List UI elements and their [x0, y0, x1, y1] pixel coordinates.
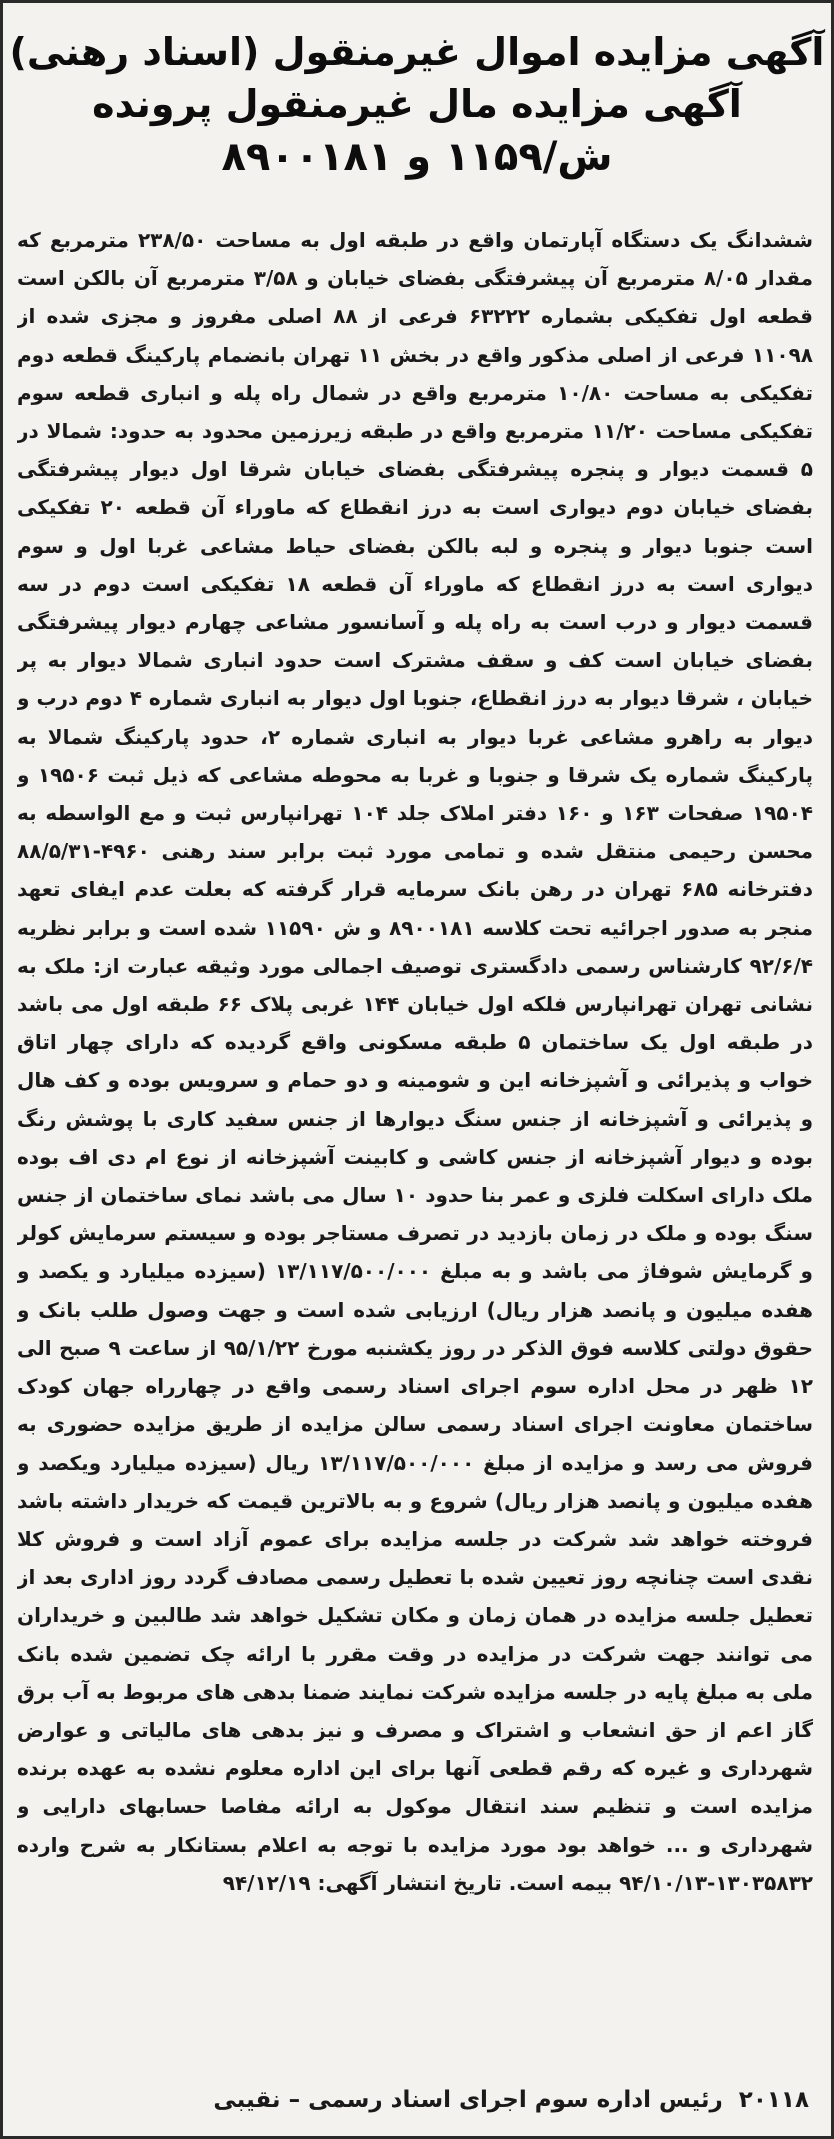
headline-line-1: آگهی مزایده اموال غیرمنقول (اسناد رهنی) — [9, 30, 825, 74]
signature-line: رئیس اداره سوم اجرای اسناد رسمی – نقیبی — [213, 2087, 723, 2113]
notice-body-text: ششدانگ یک دستگاه آپارتمان واقع در طبقه اول به مساحت ۲۳۸/۵۰ مترمربع که مقدار ۸/۰۵ مترمربع آن پیشرفتگی بفضای خیابان و ۳/۵۸ مترمربع آن بالکن است قطعه اول تفکیکی بشماره ۶۳۲۲۲ فرعی از ۸۸ اصلی مفروز و مجزی شده از ۱۱۰۹۸ فرعی از اصلی مذکور واقع در بخش ۱۱ تهران بانضمام پارکینگ قطعه دوم تفکیکی به مساحت ۱۰/۸۰ مترمربع واقع در شمال راه پله و انباری قطعه سوم تفکیکی مساحت ۱۱/۲۰ مترمربع واقع در طبقه زیرزمین محدود به حدود: شمالا در ۵ قسمت دیوار و پنجره پیشرفتگی بفضای خیابان شرقا اول دیوار پیشرفتگی بفضای خیابان دوم دیواری است به درز انقطاع که ماوراء آن قطعه ۲۰ تفکیکی است جنوبا دیوار و پنجره و لبه بالکن بفضای حیاط مشاعی غربا اول و سوم دیواری است به درز انقطاع که ماوراء آن قطعه ۱۸ تفکیکی است دوم در سه قسمت دیوار و درب است به راه پله و آسانسور مشاعی چهارم دیوار پیشرفتگی بفضای خیابان است کف و سقف مشترک است حدود انباری شمالا دیوار به پر خیابان ، شرقا دیوار به درز انقطاع، جنوبا اول دیوار به انباری شماره ۴ دوم درب و دیوار به راهرو مشاعی غربا دیوار به انباری شماره ۲، حدود پارکینگ شمالا به پارکینگ شماره یک شرقا و جنوبا و غربا به محوطه مشاعی که ذیل ثبت ۱۹۵۰۶ و ۱۹۵۰۴ صفحات ۱۶۳ و ۱۶۰ دفتر املاک جلد ۱۰۴ تهرانپارس ثبت و مع الواسطه به محسن رحیمی منتقل شده و تمامی مورد ثبت برابر سند رهنی ۴۹۶۰-۸۸/۵/۳۱ دفترخانه ۶۸۵ تهران در رهن بانک سرمایه قرار گرفته که بعلت عدم ایفای تعهد منجر به صدور اجرائیه تحت کلاسه ۸۹۰۰۱۸۱ و ش ۱۱۵۹۰ شده است و برابر نظریه ۹۲/۶/۴ کارشناس رسمی دادگستری توصیف اجمالی مورد وثیقه عبارت از: ملک به نشانی تهران تهرانپارس فلکه اول خیابان ۱۴۴ غربی پلاک ۶۶ طبقه اول می باشد در طبقه اول یک ساختمان ۵ طبقه مسکونی واقع گردیده که دارای چهار اتاق خواب و پذیرائی و آشپزخانه این و شومینه و دو حمام و سرویس بوده و کف هال و پذیرائی و آشپزخانه از جنس سنگ دیوارها از جنس سفید کاری با پوشش رنگ بوده و دیوار آشپزخانه از جنس کاشی و کابینت آشپزخانه از نوع ام دی اف بوده ملک دارای اسکلت فلزی و عمر بنا حدود ۱۰ سال می باشد نمای ساختمان از جنس سنگ بوده و ملک در زمان بازدید در تصرف مستاجر بوده و سیستم سرمایش کولر و گرمایش شوفاژ می باشد و به مبلغ ۱۳/۱۱۷/۵۰۰/۰۰۰ (سیزده میلیارد و یکصد و هفده میلیون و پانصد هزار ریال) ارزیابی شده است و جهت وصول طلب بانک و حقوق دولتی کلاسه فوق الذکر در روز یکشنبه مورخ ۹۵/۱/۲۲ از ساعت ۹ صبح الی ۱۲ ظهر در محل اداره سوم اجرای اسناد رسمی واقع در چهارراه جهان کودک ساختمان معاونت اجرای اسناد رسمی سالن مزایده از طریق مزایده حضوری به فروش می رسد و مزایده از مبلغ ۱۳/۱۱۷/۵۰۰/۰۰۰ ریال (سیزده میلیارد ویکصد و هفده میلیون و پانصد هزار ریال) شروع و به بالاترین قیمت که خریدار داشته باشد فروخته خواهد شد شرکت در جلسه مزایده برای عموم آزاد است و فروش کلا نقدی است چنانچه روز تعیین شده با تعطیل رسمی مصادف گردد روز اداری بعد از تعطیل جلسه مزایده در همان زمان و مکان تشکیل خواهد شد طالبین و خریداران می توانند جهت شرکت در مزایده در وقت مقرر با ارائه چک تضمین شده بانک ملی به مبلغ پایه در جلسه مزایده شرکت نمایند ضمنا بدهی های مربوط به آب برق گاز اعم از حق انشعاب و اشتراک و مصرف و نیز بدهی های مالیاتی و عوارض شهرداری و غیره که رقم قطعی آنها برای این اداره معلوم نشده به عهده برنده مزایده است و تنظیم سند انتقال موکول به ارائه مفاصا حسابهای دارایی و شهرداری و ... خواهد بود مورد مزایده با توجه به اعلام بستانکار به شرح وارده ۱۳۰۳۵۸۳۲-۹۴/۱۰/۱۳ بیمه است. تاریخ انتشار آگهی: ۹۴/۱۲/۱۹ — [17, 228, 813, 1895]
notice-footer — [17, 2075, 809, 2125]
notice-number: ۲۰۱۱۸ — [738, 2087, 809, 2113]
headline-line-2: آگهی مزایده مال غیرمنقول پرونده — [92, 81, 742, 126]
headline-case-number: ش/۱۱۵۹ و ۸۹۰۰۱۸۱ — [221, 134, 613, 180]
